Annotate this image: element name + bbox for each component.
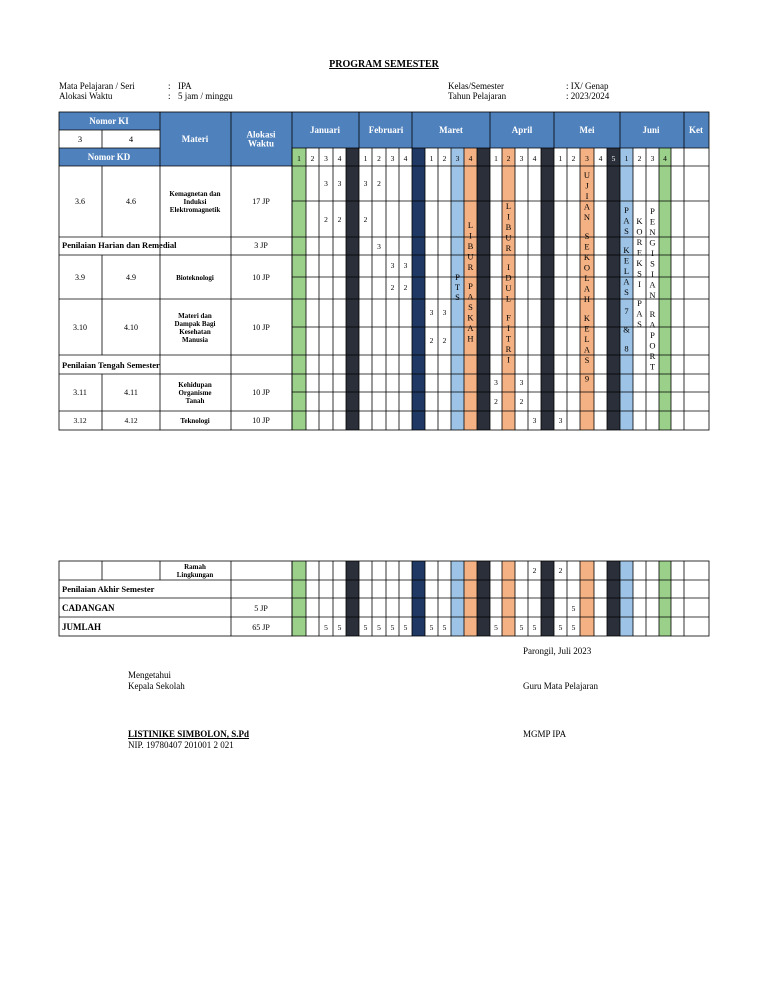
mapel-label: Mata Pelajaran / Seri <box>59 81 135 91</box>
week-value: 5 <box>403 623 408 632</box>
pengisian-rapor-label: O <box>649 340 656 351</box>
koreksi-pas-label: K <box>636 258 643 268</box>
week-value: 5 <box>571 623 576 632</box>
week-number: 2 <box>310 154 315 163</box>
mapel-sep: : <box>168 81 171 91</box>
pas-kelas-label: S <box>624 226 629 236</box>
libur-idul-fitri-label: L <box>505 293 512 304</box>
libur-paskah-label: B <box>467 241 474 251</box>
week-value: 5 <box>494 623 498 632</box>
week-number: 4 <box>403 154 408 163</box>
ujian-sekolah-label: O <box>583 262 591 273</box>
week-column-fill <box>659 561 671 636</box>
libur-paskah-label: L <box>467 220 474 230</box>
libur-paskah-label: H <box>467 333 474 344</box>
libur-paskah-label: R <box>467 262 474 272</box>
pengisian-rapor-label: I <box>651 248 654 258</box>
week-number: 1 <box>297 154 301 163</box>
pas-kelas-label: S <box>624 286 629 297</box>
kelas-label: Kelas/Semester <box>448 81 504 91</box>
week-number: 3 <box>455 154 460 163</box>
week-value: 5 <box>363 623 368 632</box>
nomor-ki-label: Nomor KI <box>89 116 129 126</box>
week-value: 3 <box>390 261 395 270</box>
month-label: Februari <box>368 125 404 135</box>
libur-idul-fitri-label: U <box>505 232 512 243</box>
koreksi-pas-label: R <box>636 237 643 247</box>
kd3-cell: 3.10 <box>73 323 87 332</box>
week-value: 2 <box>377 179 381 188</box>
week-value: 5 <box>337 623 342 632</box>
koreksi-pas-label: K <box>636 216 643 226</box>
materi-cell: Teknologi <box>180 417 210 425</box>
week-number: 4 <box>337 154 342 163</box>
kd4-cell: 4.11 <box>124 388 138 397</box>
ki3-label: 3 <box>77 134 83 144</box>
kd3-cell: 3.6 <box>75 197 85 206</box>
koreksi-pas-label: S <box>637 318 642 329</box>
pengisian-rapor-label: N <box>649 290 656 300</box>
materi-cell: Kehidupan <box>178 381 212 389</box>
week-value: 2 <box>442 336 447 345</box>
alokasi-value: 5 jam / minggu <box>178 91 233 101</box>
jp-cell: 10 JP <box>252 388 270 397</box>
week-value: 2 <box>390 283 395 292</box>
pas-kelas-label: P <box>624 205 629 215</box>
ujian-sekolah-label: A <box>583 201 591 212</box>
kd4-cell: 4.6 <box>126 197 136 206</box>
kepala-nip: NIP. 19780407 201001 2 021 <box>128 740 234 750</box>
week-column-fill <box>346 561 359 636</box>
week-value: 2 <box>324 215 328 224</box>
section-cell: JUMLAH <box>62 622 101 632</box>
week-column-fill <box>412 166 425 430</box>
nomor-kd-label: Nomor KD <box>87 152 131 162</box>
libur-idul-fitri-label: I <box>507 261 510 272</box>
week-header-fill <box>346 148 359 166</box>
month-label: April <box>511 125 533 135</box>
libur-paskah-label: U <box>467 251 474 262</box>
week-value: 3 <box>558 416 563 425</box>
week-column-fill <box>580 561 594 636</box>
pts-label: P <box>455 272 460 282</box>
kepala-name: LISTINIKE SIMBOLON, S.Pd <box>128 729 250 739</box>
kepala-label: Kepala Sekolah <box>128 681 185 691</box>
pengisian-rapor-label: R <box>649 308 656 319</box>
week-number: 4 <box>598 154 603 163</box>
week-value: 2 <box>429 336 434 345</box>
month-label: Juni <box>642 125 660 135</box>
pengisian-rapor-label: A <box>649 279 656 290</box>
guru-name: MGMP IPA <box>523 729 567 739</box>
week-value: 3 <box>532 416 537 425</box>
materi-label: Materi <box>181 134 209 144</box>
week-value: 5 <box>324 623 328 632</box>
week-column-fill <box>541 166 554 430</box>
libur-idul-fitri-label: B <box>505 222 512 232</box>
section-cell: Penilaian Akhir Semester <box>62 584 155 594</box>
pengisian-rapor-label: E <box>649 216 656 227</box>
week-column-fill <box>502 561 515 636</box>
week-number: 2 <box>637 154 642 163</box>
libur-paskah-label: P <box>468 280 473 291</box>
ujian-sekolah-label: S <box>584 230 590 241</box>
materi-cell: Ramah <box>184 563 206 571</box>
libur-idul-fitri-label: I <box>507 354 510 365</box>
koreksi-pas-label: I <box>638 279 641 289</box>
pts-label: S <box>455 292 460 302</box>
kd4-cell: 4.9 <box>126 273 136 282</box>
libur-idul-fitri-label: U <box>505 282 512 293</box>
week-column-fill <box>541 561 554 636</box>
alokasi-sep: : <box>168 91 171 101</box>
libur-idul-fitri-label: L <box>505 201 512 211</box>
pengisian-rapor-label: R <box>649 350 656 361</box>
week-value: 3 <box>494 378 498 387</box>
pengisian-rapor-label: T <box>649 361 656 372</box>
week-number: 5 <box>611 154 616 163</box>
week-number: 3 <box>324 154 328 163</box>
materi-cell: Tanah <box>185 397 205 405</box>
ujian-sekolah-label: S <box>584 354 590 365</box>
week-number: 4 <box>532 154 537 163</box>
week-column-fill <box>292 561 306 636</box>
week-column-fill <box>346 166 359 430</box>
week-number: 2 <box>571 154 576 163</box>
week-column-fill <box>477 166 490 430</box>
month-label: Mei <box>579 125 595 135</box>
mengetahui: Mengetahui <box>128 670 171 680</box>
materi-cell: Dampak Bagi <box>174 320 216 328</box>
pengisian-rapor-label: G <box>649 237 656 248</box>
kd4-cell: 4.12 <box>124 416 138 425</box>
jp-cell: 5 JP <box>254 604 268 613</box>
week-column-fill <box>659 166 671 430</box>
ujian-sekolah-label: L <box>584 272 590 283</box>
week-value: 2 <box>494 397 498 406</box>
alokasi-label: Waktu <box>247 138 275 149</box>
pas-kelas-label: & <box>623 324 630 335</box>
month-label: Januari <box>309 125 341 135</box>
mapel-value: IPA <box>178 81 192 91</box>
ujian-sekolah-label: I <box>585 191 589 201</box>
pas-kelas-label: A <box>623 276 630 287</box>
libur-idul-fitri-label: D <box>505 272 512 283</box>
week-value: 5 <box>519 623 524 632</box>
week-number: 3 <box>519 154 524 163</box>
libur-idul-fitri-label: F <box>506 312 511 323</box>
pengisian-rapor-label: N <box>649 227 656 237</box>
week-number: 4 <box>468 154 473 163</box>
ujian-sekolah-label: N <box>583 212 591 222</box>
section-cell: Penilaian Harian dan Remedial <box>62 240 177 250</box>
ket-label: Ket <box>689 125 703 135</box>
pas-kelas-label: A <box>623 215 630 226</box>
ujian-sekolah-label: E <box>584 323 590 334</box>
kd3-cell: 3.9 <box>75 273 85 282</box>
pas-kelas-label: K <box>623 244 630 255</box>
pengisian-rapor-label: P <box>650 329 655 340</box>
koreksi-pas-label: E <box>636 247 643 258</box>
page-title: PROGRAM SEMESTER <box>329 59 439 70</box>
materi-cell: Elektromagnetik <box>169 206 221 214</box>
week-value: 3 <box>363 179 368 188</box>
koreksi-pas-label: S <box>637 268 642 279</box>
libur-idul-fitri-label: R <box>505 243 512 253</box>
ujian-sekolah-label: U <box>583 170 591 180</box>
week-number: 4 <box>663 154 667 163</box>
week-number: 1 <box>494 154 498 163</box>
ki4-label: 4 <box>128 134 134 144</box>
jp-cell: 10 JP <box>252 273 270 282</box>
kelas-value: : IX/ Genap <box>566 81 609 91</box>
pengisian-rapor-label: S <box>650 258 655 269</box>
materi-cell: Manusia <box>181 336 209 344</box>
materi-cell: Kesehatan <box>179 328 211 336</box>
week-value: 3 <box>442 308 447 317</box>
libur-paskah-label: S <box>468 301 473 312</box>
kd3-cell: 3.12 <box>73 416 87 425</box>
pengisian-rapor-label: P <box>650 206 655 216</box>
guru-label: Guru Mata Pelajaran <box>523 681 598 691</box>
week-value: 2 <box>519 397 524 406</box>
tahun-label: Tahun Pelajaran <box>448 91 507 101</box>
week-value: 3 <box>519 378 524 387</box>
libur-idul-fitri-label: T <box>505 333 512 344</box>
week-value: 2 <box>532 566 537 575</box>
week-column-fill <box>607 166 620 430</box>
ujian-sekolah-label: H <box>583 293 591 304</box>
week-header-fill <box>412 148 425 166</box>
koreksi-pas-label: O <box>636 226 643 237</box>
week-value: 5 <box>429 623 434 632</box>
libur-idul-fitri-label: R <box>505 343 512 354</box>
week-number: 3 <box>585 154 589 163</box>
week-value: 3 <box>403 261 408 270</box>
week-number: 2 <box>442 154 447 163</box>
ujian-sekolah-label: A <box>583 344 591 355</box>
materi-cell: Induksi <box>183 198 207 206</box>
week-column-fill <box>477 561 490 636</box>
week-value: 5 <box>532 623 537 632</box>
materi-cell: Organisme <box>178 389 212 397</box>
koreksi-pas-label: A <box>636 308 643 319</box>
section-cell: Penilaian Tengah Semester <box>62 360 160 370</box>
materi-cell: Bioteknologi <box>176 274 214 282</box>
jp-cell: 65 JP <box>252 623 270 632</box>
week-column-fill <box>412 561 425 636</box>
libur-idul-fitri-label: I <box>507 322 510 333</box>
section-cell: CADANGAN <box>62 603 115 613</box>
ujian-sekolah-label: K <box>583 251 591 262</box>
week-header-fill <box>541 148 554 166</box>
pengisian-rapor-label: I <box>651 269 654 279</box>
libur-paskah-label: K <box>467 312 474 323</box>
week-value: 5 <box>390 623 395 632</box>
week-value: 3 <box>324 179 328 188</box>
week-value: 5 <box>571 604 576 613</box>
alokasi-label: Alokasi Waktu <box>59 91 113 101</box>
materi-cell: Lingkungan <box>176 571 214 579</box>
week-column-fill <box>451 561 464 636</box>
ujian-sekolah-label: K <box>583 312 591 323</box>
materi-cell: Kemagnetan dan <box>169 190 221 198</box>
week-value: 2 <box>363 215 368 224</box>
ujian-sekolah-label: L <box>584 333 590 344</box>
week-number: 1 <box>363 154 368 163</box>
week-value: 3 <box>429 308 434 317</box>
ujian-sekolah-label: J <box>585 180 589 191</box>
pts-label: T <box>454 282 461 292</box>
week-value: 5 <box>442 623 447 632</box>
pas-kelas-label: 8 <box>624 343 629 354</box>
week-number: 3 <box>650 154 655 163</box>
pas-kelas-label: L <box>623 265 630 276</box>
alokasi-label: Alokasi <box>246 129 276 140</box>
pas-kelas-label: 7 <box>624 305 629 316</box>
jp-cell: 10 JP <box>252 323 270 332</box>
month-label: Maret <box>439 125 463 135</box>
ujian-sekolah-label: A <box>583 283 591 294</box>
ujian-sekolah-label: 9 <box>584 373 590 384</box>
week-value: 2 <box>403 283 408 292</box>
week-value: 5 <box>377 623 381 632</box>
week-header-fill <box>477 148 490 166</box>
tahun-value: : 2023/2024 <box>566 91 610 101</box>
week-number: 2 <box>506 154 511 163</box>
materi-cell: Materi dan <box>178 312 212 320</box>
libur-paskah-label: I <box>469 230 472 241</box>
week-number: 2 <box>377 154 381 163</box>
week-number: 1 <box>429 154 434 163</box>
libur-idul-fitri-label: I <box>507 211 510 222</box>
week-value: 2 <box>337 215 342 224</box>
week-number: 1 <box>624 154 629 163</box>
week-value: 2 <box>558 566 563 575</box>
week-number: 1 <box>558 154 563 163</box>
week-column-fill <box>607 561 620 636</box>
jp-cell: 3 JP <box>254 241 268 250</box>
koreksi-pas-label: P <box>637 297 642 308</box>
jp-cell: 10 JP <box>252 416 270 425</box>
libur-paskah-label: A <box>467 322 474 333</box>
kd4-cell: 4.10 <box>124 323 138 332</box>
week-value: 5 <box>558 623 563 632</box>
week-number: 3 <box>390 154 395 163</box>
week-column-fill <box>464 561 477 636</box>
week-column-fill <box>620 561 633 636</box>
week-column-fill <box>292 166 306 430</box>
pas-kelas-label: E <box>623 255 630 266</box>
week-value: 3 <box>377 242 381 251</box>
kd3-cell: 3.11 <box>73 388 87 397</box>
libur-paskah-label: A <box>467 291 474 302</box>
jp-cell: 17 JP <box>252 197 270 206</box>
ujian-sekolah-label: E <box>584 241 590 252</box>
week-value: 3 <box>337 179 342 188</box>
pengisian-rapor-label: A <box>649 319 656 330</box>
place-date: Parongil, Juli 2023 <box>523 646 592 656</box>
